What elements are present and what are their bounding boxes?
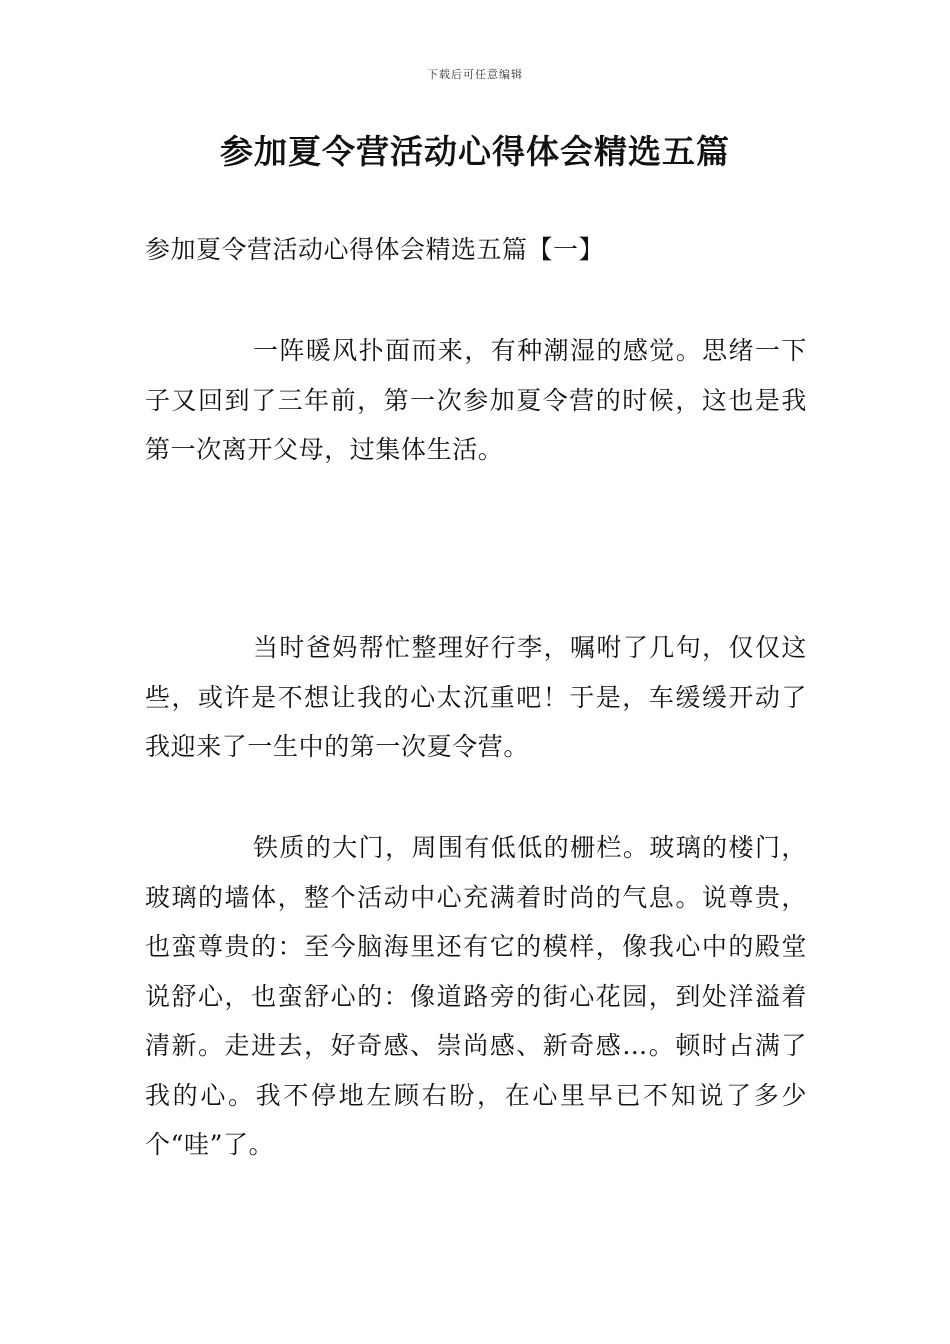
- paragraph: 当时爸妈帮忙整理好行李，嘱咐了几句，仅仅这些，或许是不想让我的心太沉重吧！于是，车缓缓开动了我迎来了一生中的第一次夏令营。: [145, 633, 807, 761]
- section-heading: 参加夏令营活动心得体会精选五篇【一】: [145, 235, 605, 264]
- paragraph: 一阵暖风扑面而来，有种潮湿的感觉。思绪一下子又回到了三年前，第一次参加夏令营的时候，这也是我第一次离开父母，过集体生活。: [145, 336, 807, 464]
- header-note: 下载后可任意编辑: [427, 68, 523, 81]
- paragraph: 铁质的大门，周围有低低的栅栏。玻璃的楼门，玻璃的墙体，整个活动中心充满着时尚的气息。说尊贵，也蛮尊贵的：至今脑海里还有它的模样，像我心中的殿堂说舒心，也蛮舒心的：像道路旁的街心花园，到处洋溢着清新。走进去，好奇感、崇尚感、新奇感…。顿时占满了我的心。我不停地左顾右盼，在心里早已不知说了多少个“哇”了。: [145, 833, 807, 1159]
- document-title: 参加夏令营活动心得体会精选五篇: [220, 132, 730, 171]
